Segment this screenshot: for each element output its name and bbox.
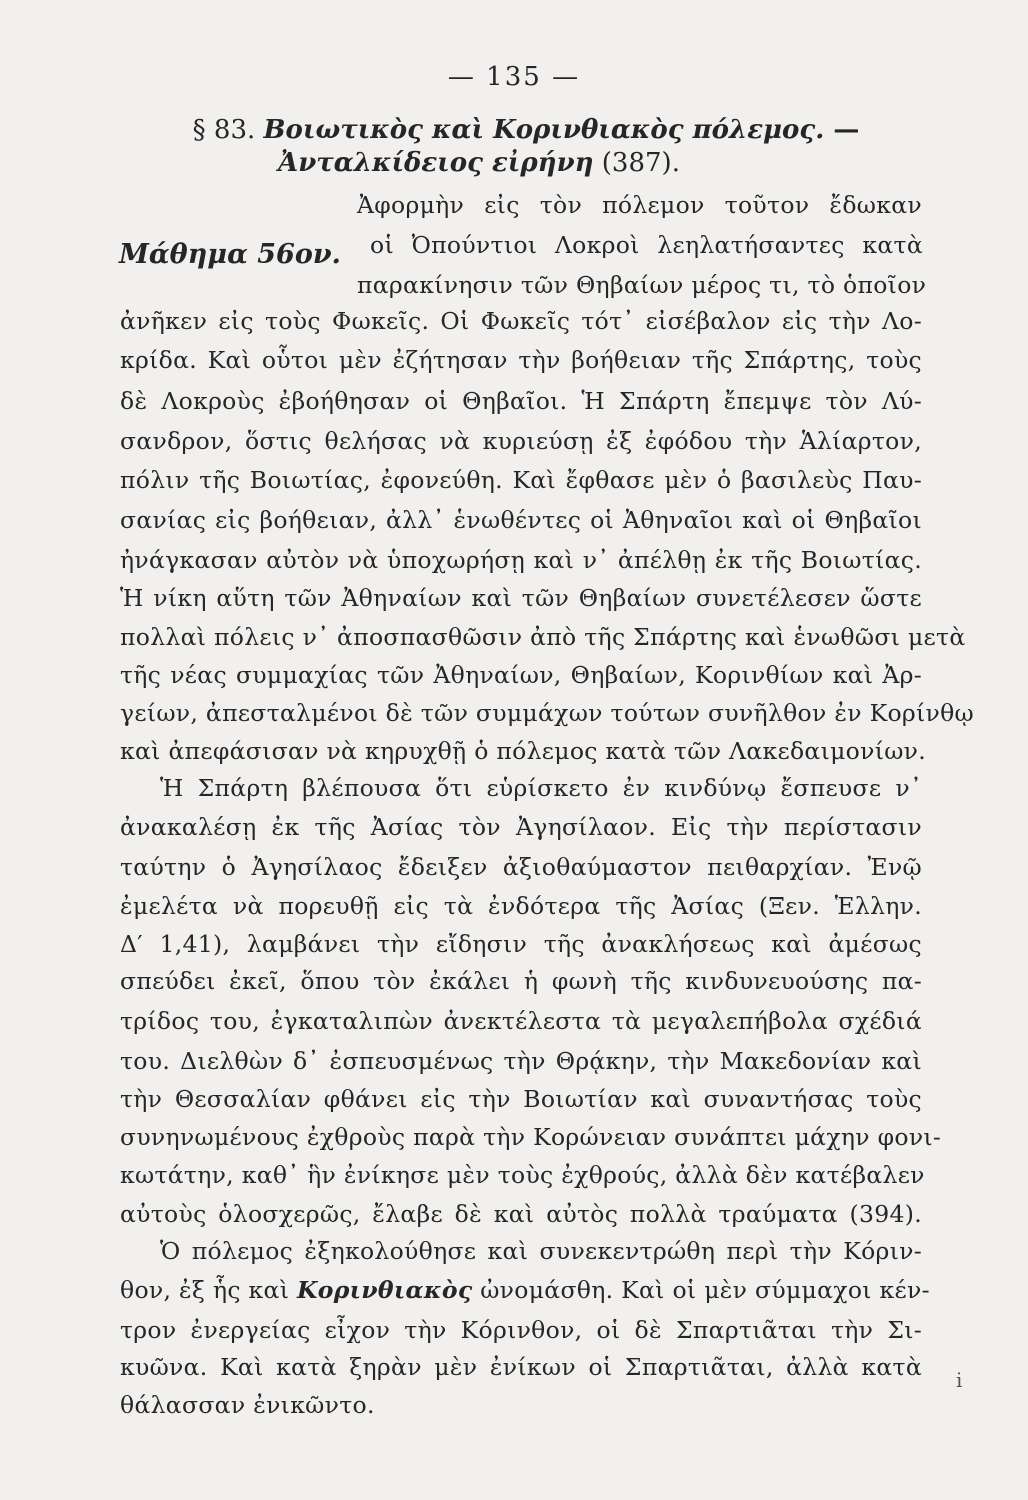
heading-dash: — [824,115,860,145]
text-line: δὲ Λοκροὺς ἐβοήθησαν οἱ Θηβαῖοι. Ἡ Σπάρτη ἔπεμψε τὸν Λύ- [120,387,922,415]
emphasized-term: Κορινθιακὸς [297,1276,473,1304]
text-segment: θον, ἐξ ἧς καὶ [120,1276,297,1304]
text-line: Ὁ πόλεμος ἐξηκολούθησε καὶ συνεκεντρώθη περὶ τὴν Κόριν- [160,1237,922,1265]
text-line: ἀνῆκεν εἰς τοὺς Φωκεῖς. Οἱ Φωκεῖς τότ᾽ εἰσέβαλον εἰς τὴν Λο- [120,307,922,335]
text-line: τῆς νέας συμμαχίας τῶν Ἀθηναίων, Θηβαίων, Κορινθίων καὶ Ἀρ- [120,661,922,689]
section-title-part2: Ἀνταλκίδειος εἰρήνη [278,148,594,178]
text-line: συνηνωμένους ἐχθροὺς παρὰ τὴν Κορώνειαν συνάπτει μάχην φονι- [120,1123,942,1151]
text-line: σανδρον, ὅστις θελήσας νὰ κυριεύσῃ ἐξ ἐφόδου τὴν Ἁλίαρτον, [120,427,922,455]
section-title-part1: Βοιωτικὸς καὶ Κορινθιακὸς πόλεμος. [263,115,825,145]
text-segment: ὠνομάσθη. Καὶ οἱ μὲν σύμμαχοι κέν- [472,1276,930,1304]
text-line: ἠνάγκασαν αὐτὸν νὰ ὑποχωρήσῃ καὶ ν᾽ ἀπέλθῃ ἐκ τῆς Βοιωτίας. [120,546,922,574]
text-line: κυῶνα. Καὶ κατὰ ξηρὰν μὲν ἐνίκων οἱ Σπαρτιᾶται, ἀλλὰ κατὰ [120,1353,922,1381]
text-line: κρίδα. Καὶ οὗτοι μὲν ἐζήτησαν τὴν βοήθειαν τῆς Σπάρτης, τοὺς [120,346,922,374]
text-line: γείων, ἀπεσταλμένοι δὲ τῶν συμμάχων τούτων συνῆλθον ἐν Κορίνθῳ [120,699,975,727]
text-line: ἐμελέτα νὰ πορευθῇ εἰς τὰ ἐνδότερα τῆς Ἀσίας (Ξεν. Ἑλλην. [120,892,922,920]
scan-mark: i [956,1368,963,1392]
text-line: καὶ ἀπεφάσισαν νὰ κηρυχθῇ ὁ πόλεμος κατὰ τῶν Λακεδαιμονίων. [120,737,927,765]
section-date: (387). [601,148,680,178]
text-line: πόλιν τῆς Βοιωτίας, ἐφονεύθη. Καὶ ἔφθασε μὲν ὁ βασιλεὺς Παυ- [120,466,922,494]
text-line [120,1275,930,1305]
text-line: Ἡ Σπάρτη βλέπουσα ὅτι εὑρίσκετο ἐν κινδύνῳ ἔσπευσε ν᾽ [160,774,922,802]
text-line: θάλασσαν ἐνικῶντο. [120,1391,375,1419]
text-line: οἱ Ὀπούντιοι Λοκροὶ λεηλατήσαντες κατὰ [370,231,923,259]
text-line: Ἀφορμὴν εἰς τὸν πόλεμον τοῦτον ἔδωκαν [357,191,922,219]
text-line: ἀνακαλέσῃ ἐκ τῆς Ἀσίας τὸν Ἀγησίλαον. Εἰς τὴν περίστασιν [120,813,922,841]
text-line: του. Διελθὼν δ᾽ ἐσπευσμένως τὴν Θρᾴκην, τὴν Μακεδονίαν καὶ [120,1047,922,1075]
page-number: — 135 — [447,62,581,92]
text-line: τὴν Θεσσαλίαν φθάνει εἰς τὴν Βοιωτίαν καὶ συναντήσας τοὺς [120,1085,922,1113]
text-line: αὐτοὺς ὁλοσχερῶς, ἔλαβε δὲ καὶ αὐτὸς πολλὰ τραύματα (394). [120,1200,922,1228]
text-line: σπεύδει ἐκεῖ, ὅπου τὸν ἐκάλει ἡ φωνὴ τῆς κινδυνευούσης πα- [120,967,922,995]
section-heading [12,115,1028,145]
text-line: Δ′ 1,41), λαμβάνει τὴν εἴδησιν τῆς ἀνακλήσεως καὶ ἀμέσως [120,930,922,958]
text-line: σανίας εἰς βοήθειαν, ἀλλ᾽ ἑνωθέντες οἱ Ἀθηναῖοι καὶ οἱ Θηβαῖοι [120,506,922,534]
text-line: κωτάτην, καθ᾽ ἣν ἐνίκησε μὲν τοὺς ἐχθρούς, ἀλλὰ δὲν κατέβαλεν [120,1161,925,1189]
section-number: § 83. [192,115,256,145]
text-line: ταύτην ὁ Ἀγησίλαος ἔδειξεν ἀξιοθαύμαστον πειθαρχίαν. Ἐνῷ [120,853,922,881]
text-line: Ἡ νίκη αὕτη τῶν Ἀθηναίων καὶ τῶν Θηβαίων συνετέλεσεν ὥστε [120,584,922,612]
section-subheading [0,148,993,178]
text-line: πολλαὶ πόλεις ν᾽ ἀποσπασθῶσιν ἀπὸ τῆς Σπάρτης καὶ ἑνωθῶσι μετὰ [120,623,966,651]
text-line: τρίδος του, ἐγκαταλιπὼν ἀνεκτέλεστα τὰ μεγαλεπήβολα σχέδιά [120,1007,922,1035]
text-line: τρον ἐνεργείας εἶχον τὴν Κόρινθον, οἱ δὲ Σπαρτιᾶται τὴν Σι- [120,1316,922,1344]
text-line: παρακίνησιν τῶν Θηβαίων μέρος τι, τὸ ὁποῖον [357,271,927,299]
lesson-margin-note: Μάθημα 56ον. [119,239,341,270]
